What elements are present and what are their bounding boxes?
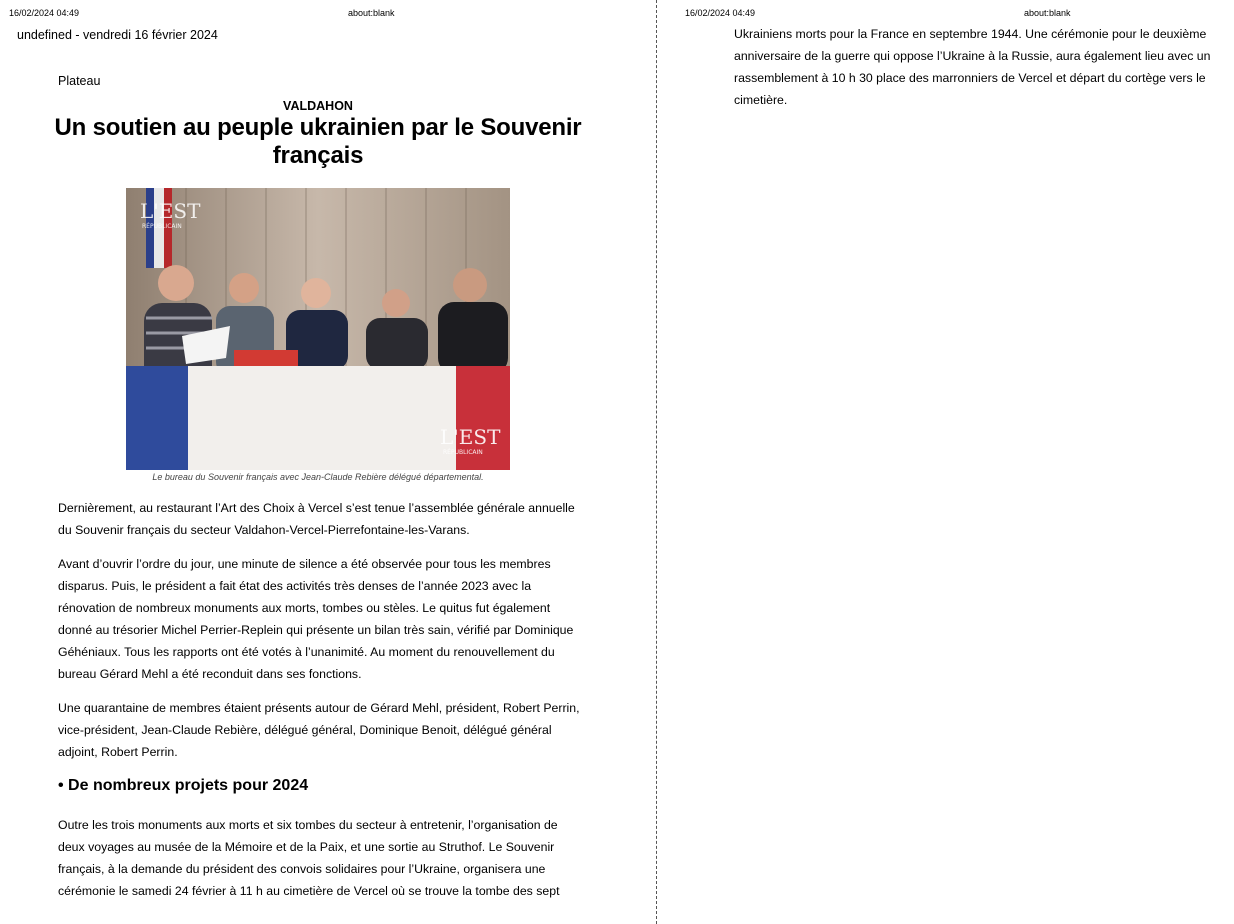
photo-caption: Le bureau du Souvenir français avec Jean-Claude Rebière délégué départemental. xyxy=(152,472,484,482)
print-header-url: about:blank xyxy=(348,8,395,18)
watermark-top: L'EST xyxy=(140,199,201,223)
print-header-url-right: about:blank xyxy=(1024,8,1071,18)
source-line: undefined - vendredi 16 février 2024 xyxy=(17,28,218,42)
rubric-label: Plateau xyxy=(58,74,101,88)
watermark-bottom-sub: RÉPUBLICAIN xyxy=(443,449,483,456)
article-photo xyxy=(126,188,510,470)
section-subheading: • De nombreux projets pour 2024 xyxy=(58,777,309,794)
watermark-top-sub: RÉPUBLICAIN xyxy=(142,223,182,230)
right-page xyxy=(658,0,1234,924)
article-kicker: VALDAHON xyxy=(283,99,353,113)
paragraph-4: Outre les trois monuments aux morts et six tombes du secteur à entretenir, l’organisation de deux voyages au musée de la Mémoire et de la Paix, et une sortie au Struthof. Le Souvenir français, à la demande du président des convois solidaires pour l’Ukraine, organisera une cérémonie le samedi 24 février à 11 h au cimetière de Vercel où se trouve la tombe des sept xyxy=(58,818,560,898)
page-divider xyxy=(656,0,657,924)
print-header-date-right: 16/02/2024 04:49 xyxy=(685,8,756,18)
watermark-bottom: L'EST xyxy=(440,425,501,449)
print-header-date: 16/02/2024 04:49 xyxy=(9,8,80,18)
article-title: Un soutien au peuple ukrainien par le Souvenir français xyxy=(54,114,582,169)
paragraph-1: Dernièrement, au restaurant l’Art des Choix à Vercel s’est tenue l’assemblée générale annuelle du Souvenir français du secteur Valdahon-Vercel-Pierrefontaine-les-Varans. xyxy=(58,501,575,537)
photo-illustration xyxy=(126,188,510,470)
continued-paragraph: Ukrainiens morts pour la France en septembre 1944. Une cérémonie pour le deuxième anniversaire de la guerre qui oppose l’Ukraine à la Russie, aura également lieu avec un rassemblement à 10 h 30 place des marronniers de Vercel et départ du cortège vers le cimetière. xyxy=(734,27,1211,107)
paragraph-3: Une quarantaine de membres étaient présents autour de Gérard Mehl, président, Robert Perrin, vice-président, Jean-Claude Rebière, délégué général, Dominique Benoit, délégué général adjoint, Robert Perrin. xyxy=(58,701,580,759)
article-body xyxy=(58,497,583,914)
paragraph-2: Avant d’ouvrir l’ordre du jour, une minute de silence a été observée pour tous les membres disparus. Puis, le président a fait état des activités très denses de l’année 2023 avec la rénovation de nombreux monuments aux morts, tombes ou stèles. Le quitus fut également donné au trésorier Michel Perrier-Replein qui présente un bilan très sain, vérifié par Dominique Géhéniaux. Tous les rapports ont été votés à l’unanimité. Au moment du renouvellement du bureau Gérard Mehl a été reconduit dans ses fonctions. xyxy=(58,557,574,681)
